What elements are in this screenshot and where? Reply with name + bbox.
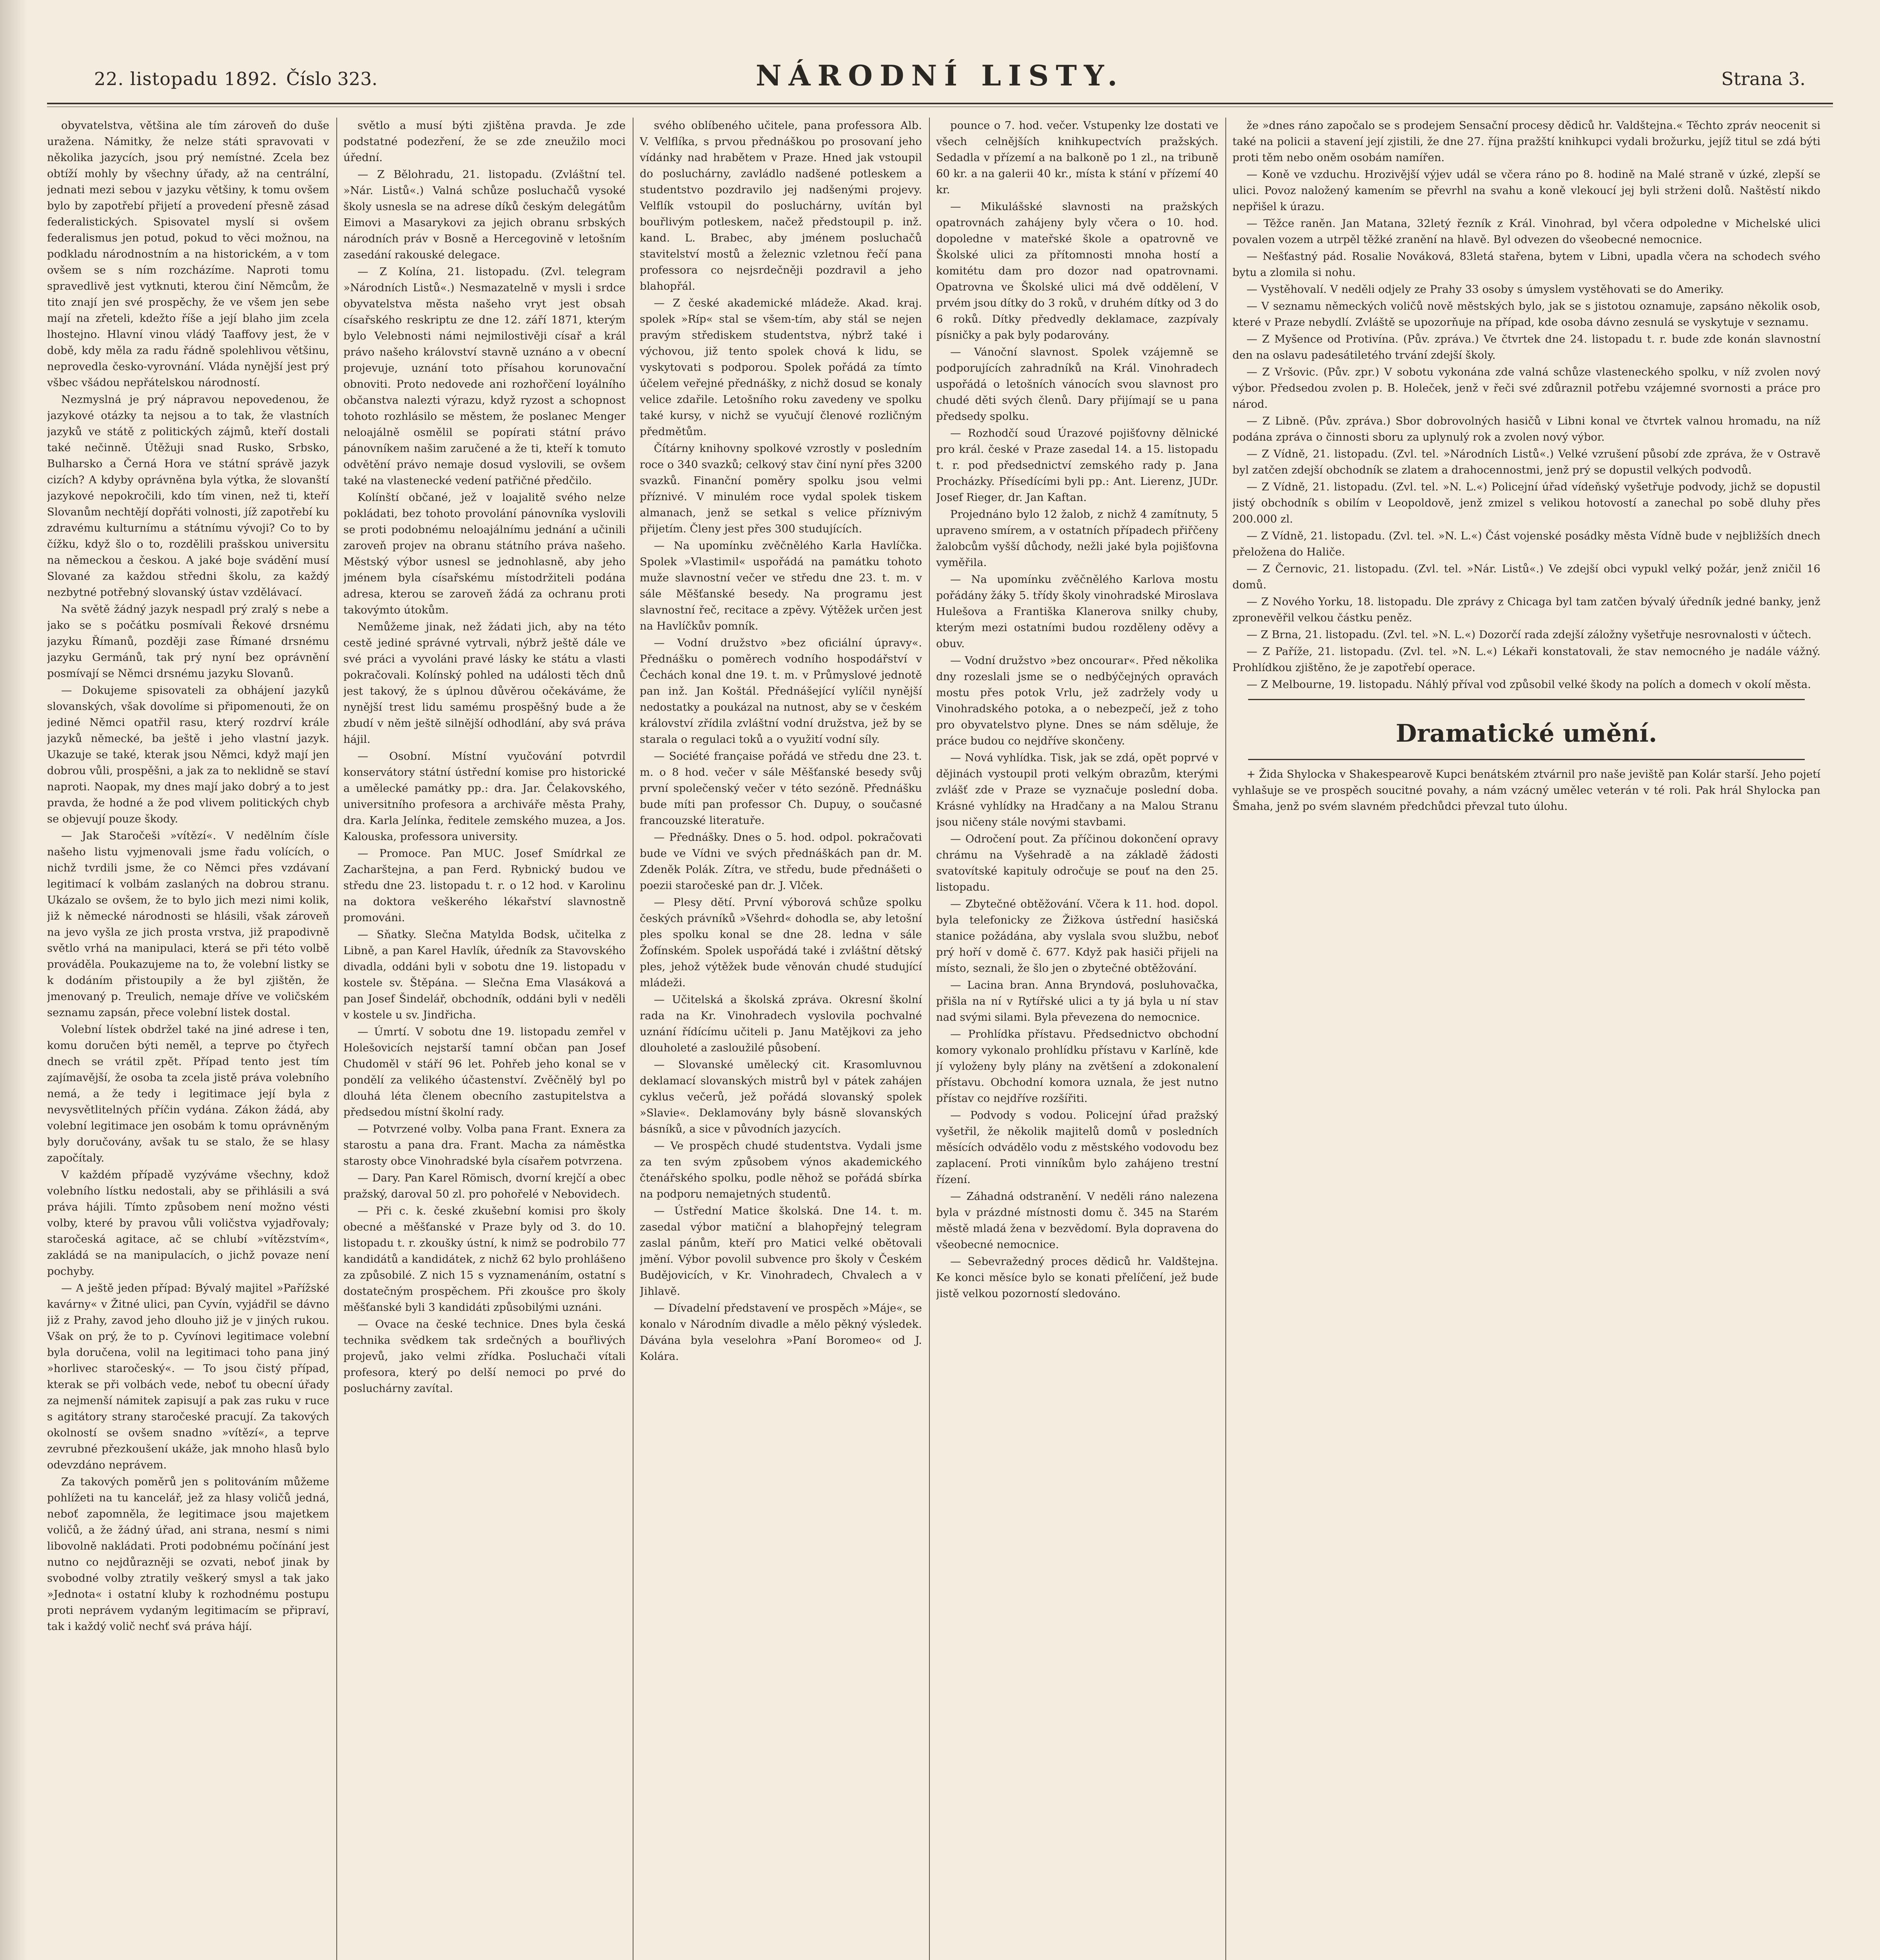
article-paragraph: — Lacina bran. Anna Bryndová, posluhovačka, přišla na ní v Rytířské ulici a ty já byla u ní stav nad svými silami. Byla převezena do nemocnice.: [936, 979, 1218, 1024]
article-paragraph: — Vánoční slavnost. Spolek vzájemně se podporujících zahradníků na Král. Vinohradech uspořádá o letošních vánocích svou slavnost pro chudé děti svých členů. Dary přijímají se u pana předsedy spolku.: [936, 346, 1218, 423]
article-paragraph: — Dokujeme spisovateli za obhájení jazyků slovanských, však dovolíme si připomenouti, že on jediné Němci opatřil rasu, který rozdrví krále jazyků německé, ba ještě i jeho vlastní jazyk. Ukazuje se také, kterak jsou Němci, když mají jen dobrou vůli, prospěšni, a jak za to neklidně se staví naproti. Naopak, my dnes mají jako dobrý a to jest pravda, že hodné a že pod vlivem politických chyb se objevují pouze škody.: [47, 684, 329, 825]
article-paragraph: svého oblíbeného učitele, pana professora Alb. V. Velflíka, s prvou přednáškou po prosovaní jeho vídánky nad hrabětem v Praze. Hned jak vstoupil do posluchárny, zavládlo nadšené potleskem a studentstvo pozdravilo jej nadšenými projevy. Velflík vstoupil do posluchárny, uvítán byl bouřlivým potleskem, načež předstoupil p. inž. kand. L. Brabec, aby jménem posluchačů stavitelství mostů a železnic vzletnou řečí pana professora co nejsrdečněji pozdravil a jeho blahopřál.: [640, 119, 922, 292]
page-fold-shadow: [0, 0, 27, 1960]
article-paragraph: — Promoce. Pan MUC. Josef Smídrkal ze Zacharštejna, a pan Ferd. Rybnický budou ve středu dne 23. listopadu t. r. o 12 hod. v Karolinu na doktora veškerého lékařství slavnostně promováni.: [343, 847, 626, 924]
article-paragraph: — Rozhodčí soud Úrazové pojišťovny dělnické pro král. české v Praze zasedal 14. a 15. listopadu t. r. pod předsednictví zemského rady p. Jana Procházky. Přísedícími byli pp.: Ant. Lierenz, JUDr. Josef Rieger, dr. Jan Kaftan.: [936, 427, 1218, 504]
masthead-title: NÁRODNÍ LISTY.: [755, 59, 1125, 92]
header-rule: [47, 103, 1833, 104]
article-paragraph: — Při c. k. české zkušební komisi pro školy obecné a měšťanské v Praze byly od 3. do 10. listopadu t. r. zkoušky ústní, k nimž se podrobilo 77 kandidátů a kandidátek, z nichž 62 bylo prohlášeno za způsobilé. Z nich 15 s vyznamenáním, ostatní s dostatečným prospěchem. Při zkoušce pro školy měšťanské byli 3 kandidáti způsobilými uznáni.: [343, 1205, 626, 1314]
article-paragraph: — Sebevražedný proces dědiců hr. Valdštejna. Ke konci měsíce bylo se konati přelíčení, jež bude jistě velkou pozorností sledováno.: [936, 1255, 1218, 1300]
article-paragraph: — Jak Staročeši »vítězí«. V nedělním čísle našeho listu vyjmenovali jsme řadu volících, o nichž tvrdili jsme, že co Němci přes vzdávaní legitimací k volbám zaslaných na dobrou stranu. Ukázalo se ovšem, že to bylo jich mezi nimi kolik, již k německé národnosti se hlásili, však zároveň na jevo vyšla ze jich prosta vrstva, již prapodivně světlo vrhá na manipulaci, která se při této volbě prováděla. Poukazujeme na to, že volební listky se k dodáním přistoupily a že byl zjištěn, že jmenovaný p. Treulich, nemaje dříve ve voličském seznamu zapsán, přece volební listek dostal.: [47, 829, 329, 1019]
article-paragraph: — Odročení pout. Za příčinou dokončení opravy chrámu na Vyšehradě a na základě žádosti svatovítské kapituly odročuje se pouť na den 25. listopadu.: [936, 833, 1218, 893]
article-paragraph: — Z Nového Yorku, 18. listopadu. Dle zprávy z Chicaga byl tam zatčen bývalý úředník jedné banky, jenž zpronevěřil velkou částku peněz.: [1232, 595, 1820, 624]
article-paragraph: V každém případě vyzýváme všechny, kdož volebního lístku nedostali, aby se přihlásili a svá práva hájili. Tímto způsobem není možno vésti volby, které by pravou vůli voličstva vyjadřovaly; staročeská agitace, ač se chlubí »vítězstvím«, zakládá se na manipulacích, o jichž povaze není pochyby.: [47, 1169, 329, 1278]
article-paragraph: — Z Kolína, 21. listopadu. (Zvl. telegram »Národních Listů«.) Nesmazatelně v mysli i srdce obyvatelstva města našeho vryt jest obsah císařského reskriptu ze dne 12. září 1871, kterým bylo Velebnosti námi nejmilostivěji císař a král právo našeho království stavně uznáno a v obecní projevuje, uznání toto přísahou korunovační obnoviti. Proto nedovede ani rozhořčení loyálního občanstva nalezti výrazu, když ryzost a schopnost tohoto rozhlásilo se městem, že poslanec Menger neloajálně osmělil se popírati státní právo pánovníkem našim zaručené a že ti, kteří k tomuto odvětění právo nemaje dosud vyslovili, se ovšem také na vlastenecké vedení patřičné předčilo.: [343, 265, 626, 487]
article-paragraph: — Plesy dětí. První výborová schůze spolku českých právníků »Všehrd« dohodla se, aby letošní ples spolku konal se dne 28. ledna v sále Žofínském. Spolek uspořádá také i zvláštní dětský ples, jehož výtěžek bude věnován chudé studující mládeži.: [640, 896, 922, 989]
article-paragraph: — Z české akademické mládeže. Akad. kraj. spolek »Ríp« stal se všem-tím, aby stál se nejen pravým střediskem studentstva, nýbrž také i výchovou, již tento spolek chová k lidu, se vyskytovati s podporou. Spolek pořádá za tímto účelem veřejné přednášky, z nichž dosud se konaly velice zdařile. Letošního roku zavedeny ve spolku také kursy, v nichž se vyučují členové rozličným předmětům.: [640, 297, 922, 438]
column-divider: [336, 118, 337, 1960]
article-paragraph: světlo a musí býti zjištěna pravda. Je zde podstatné podezření, že se zde zneužilo moci úřední.: [343, 119, 626, 164]
article-paragraph: — Dívadelní představení ve prospěch »Máje«, se konalo v Národním divadle a mělo pěkný výsledek. Dávána byla veselohra »Paní Boromeo« od J. Kolára.: [640, 1302, 922, 1363]
article-paragraph: — Potvrzené volby. Volba pana Frant. Exnera za starostu a pana dra. Frant. Macha za náměstka starosty obce Vinohradské byla císařem potvrzena.: [343, 1123, 626, 1167]
article-paragraph: — Vodní družstvo »bez oficiální úpravy«. Přednášku o poměrech vodního hospodářství v Čechách konal dne 19. t. m. v Průmyslové jednotě pan inž. Jan Koštál. Přednášející vylíčil nynější nedostatky a poukázal na nutnost, aby se v českém království zřídila zvláštní vodní družstva, jež by se starala o regulaci toků a o využití vodní síly.: [640, 637, 922, 746]
article-paragraph: — Z Vídně, 21. listopadu. (Zvl. tel. »Národních Listů«.) Velké vzrušení působí zde zpráva, že v Ostravě byl zatčen zdejší obchodník se zlatem a drahocennostmi, jenž prý se dopustil velkých podvodů.: [1232, 448, 1820, 476]
page-number: Strana 3.: [1721, 68, 1806, 89]
article-paragraph: — Ve prospěch chudé studentstva. Vydali jsme za ten svým způsobem výnos akademického čtenářského spolku, podle něhož se pořádá sbírka na podporu nemajetných studentů.: [640, 1140, 922, 1200]
section-heading: Dramatické umění.: [1395, 719, 1657, 748]
article-paragraph: — Z Melbourne, 19. listopadu. Náhlý příval vod způsobil velké škody na polích a domech v okolí města.: [1247, 678, 1811, 691]
article-paragraph: — Na upomínku zvěčnělého Karlova mostu pořádány žáky 5. třídy školy vinohradské Miroslava Hulešova a Františka Klanerova snilky chuby, kterým mezi ostatními budou rozděleny oděvy a obuv.: [936, 573, 1218, 650]
article-paragraph: — Z Paříže, 21. listopadu. (Zvl. tel. »N. L.«) Lékaři konstatovali, že stav nemocného je nadále vážný. Prohlídkou zjištěno, že je zapotřebí operace.: [1232, 645, 1820, 674]
column-2: [343, 118, 626, 1960]
article-paragraph: Kolínští občané, jež v loajalitě svého nelze pokládati, bez tohoto provolání pánovníka vyslovili se proti podobnému neloajálnímu jednání a učinili zaroveň projev na obranu státního práva našeho. Městský výbor usnesl se jednohlasně, aby jeho jménem byla císařskému místodržiteli podána adresa, kterou se zaroveň žádá za ochranu proti takovýmto útokům.: [343, 491, 626, 616]
article-paragraph: — Ovace na české technice. Dnes byla česká technika svědkem tak srdečných a bouřlivých projevů, jako velmi zřídka. Posluchači vítali profesora, který po delší nemoci po prvé do posluchárny zavítal.: [343, 1318, 626, 1395]
article-paragraph: Volební lístek obdržel také na jiné adrese i ten, komu doručen býti neměl, a teprve po čtyřech dnech se vrátil zpět. Případ tento jest tím zajímavější, že osoba ta zcela jistě práva volebního nemá, a že tedy i legitimace její byla z nevysvětlitelných příčin vydána. Zákon žádá, aby volební legitimace jen osobám k tomu oprávněným byly doručovány, avšak tu se stalo, že se hlasy započítaly.: [47, 1023, 329, 1164]
column-divider: [929, 118, 930, 1960]
article-paragraph: Nemůžeme jinak, než žádati jich, aby na této cestě jediné správné vytrvali, nýbrž ještě dále ve své práci a vyvoláni pravé lásky ke státu a vlasti pokračovali. Kolínský pohled na události těch dnů jest takový, že s úplnou důvěrou očekáváme, že nynější trest lidu samému prospěšný bude a že zbudí v něm ještě silnější odhodlání, aby svá práva hájil.: [343, 621, 626, 746]
article-paragraph: že »dnes ráno započalo se s prodejem Sensační procesy dědiců hr. Valdštejna.« Těchto zpráv neocenit si také na policii a stavení její zjistili, že dne 27. října pražští knihkupci vydali brožurku, jejíž titul se zdá býti proti těm nebo oněm osobám namířen.: [1232, 119, 1820, 164]
article-paragraph: Projednáno bylo 12 žalob, z nichž 4 zamítnuty, 5 upraveno smírem, a v ostatních případech přiřčeny žalobcům vyšší důchody, nežli jaké byla pojišťovna vyměřila.: [936, 508, 1218, 569]
article-paragraph: — V seznamu německých voličů nově městských bylo, jak se s jistotou oznamuje, zapsáno několik osob, které v Praze nebydlí. Zvláště se upozorňuje na případ, kde osoba dávno zesnulá se vyskytuje v seznamu.: [1232, 300, 1820, 328]
article-paragraph: Za takových poměrů jen s politováním můžeme pohlížeti na tu kancelář, jež za hlasy voličů jedná, neboť zapomněla, že legitimace jsou majetkem voličů, a že žádný úřad, ani strana, nesmí s nimi libovolně nakládati. Proti podobnému počínání jest nutno co nejdůrazněji se ozvati, neboť jinak by svobodné volby ztratily veškerý smysl a tak jako »Jednota« i ostatní kluby k rozhodnému postupu proti neprávem vydaným legitimacím se připraví, tak i každý volič nechť svá práva hájí.: [47, 1475, 329, 1633]
article-paragraph: — Ústřední Matice školská. Dne 14. t. m. zasedal výbor matiční a blahopřejný telegram zaslal pánům, kteří pro Matici velké obětovali jmění. Výbor povolil subvence pro školy v Českém Budějovicích, v Kr. Vinohradech, Chvalech a v Jihlavě.: [640, 1205, 922, 1298]
issue-number: Číslo 323.: [286, 68, 377, 89]
article-paragraph: — Učitelská a školská zpráva. Okresní školní rada na Kr. Vinohradech vyslovila pochvalné uznání řídícímu učiteli p. Janu Matějkovi za jeho dlouholeté a zasloužilé působení.: [640, 993, 922, 1054]
issue-date: 22. listopadu 1892.: [94, 68, 278, 89]
article-paragraph: — Slovanské umělecký cit. Krasomluvnou deklamací slovanských mistrů byl v pátek zahájen cyklus večerů, jež pořádá slovanský spolek »Slavie«. Deklamovány byly básně slovanských básníků, a sice v původních jazycích.: [640, 1058, 922, 1135]
article-paragraph: — Na upomínku zvěčnělého Karla Havlíčka. Spolek »Vlastimil« uspořádá na památku tohoto muže slavnostní večer ve středu dne 23. t. m. v sále Měšťanské besedy. Na programu jest slavnostní řeč, recitace a zpěvy. Výtěžek určen jest na Havlíčkův pomník.: [640, 539, 922, 632]
column-5: [1232, 118, 1820, 1960]
article-paragraph: — Dary. Pan Karel Römisch, dvorní krejčí a obec pražský, daroval 50 zl. pro pohořelé v Nebovidech.: [343, 1172, 626, 1200]
column-divider: [1225, 118, 1226, 1960]
article-paragraph: — Z Vídně, 21. listopadu. (Zvl. tel. »N. L.«) Část vojenské posádky města Vídně bude v nejbližších dnech přeložena do Haliče.: [1232, 530, 1820, 558]
article-paragraph: — Vystěhovalí. V neděli odjely ze Prahy 33 osoby s úmyslem vystěhovati se do Ameriky.: [1247, 283, 1724, 296]
section-paragraph: + Žida Shylocka v Shakespearově Kupci benátském ztvárnil pro naše jeviště pan Kolár starší. Jeho pojetí vyhlašuje se ve prospěch soucitné povahy, a nám vzácný umělec veterán v té roli. Pak hrál Shylocka pan Šmaha, jenž po svém slavném předchůdci převzal tuto úlohu.: [1232, 768, 1820, 813]
article-paragraph: — Z Brna, 21. listopadu. (Zvl. tel. »N. L.«) Dozorčí rada zdejší záložny vyšetřuje nesrovnalosti v účtech.: [1247, 628, 1812, 641]
article-paragraph: — Z Vršovic. (Pův. zpr.) V sobotu vykonána zde valná schůze vlasteneckého spolku, v níž zvolen nový výbor. Předsedou zvolen p. B. Holeček, jenž v řeči své zdůraznil potřebu vzájemné svornosti a práce pro národ.: [1232, 366, 1820, 410]
article-paragraph: — Osobní. Místní vyučování potvrdil konservátory státní ústřední komise pro historické a umělecké památky pp.: dra. Jar. Čelakovského, universitního profesora a archiváře města Prahy, dra. Karla Jelínka, ředitele zemského muzea, a Jos. Kalouska, professora university.: [343, 750, 626, 843]
article-paragraph: — Z Vídně, 21. listopadu. (Zvl. tel. »N. L.«) Policejní úřad vídeňský vyšetřuje podvody, jichž se dopustil jistý obchodník s obilím v Leopoldově, jenž zmizel s velikou hotovostí a zanechal po sobě dluhy přes 200.000 zl.: [1232, 481, 1820, 525]
article-paragraph: — Vodní družstvo »bez oncourar«. Před několika dny rozeslali jsme se o nedbýčejných opravách mostu přes potok Vrlu, jež zadržely vody u Vinohradského potoka, a o nebezpečí, jež z toho pro obyvatelstvo plyne. Dnes se nám sděluje, že práce budou co nejdříve skončeny.: [936, 654, 1218, 747]
section-rule: [1248, 759, 1805, 760]
page-header: [47, 59, 1833, 102]
column-4: [936, 118, 1218, 1960]
article-paragraph: — Přednášky. Dnes o 5. hod. odpol. pokračovati bude ve Vídni ve svých přednáškách pan dr. M. Zdeněk Polák. Zítra, ve středu, bude přednášeti o poezii staročeské pan dr. J. Vlček.: [640, 831, 922, 892]
article-paragraph: — Úmrtí. V sobotu dne 19. listopadu zemřel v Holešovicích nejstarší tamní občan pan Josef Chudoměl v stáří 96 let. Pohřeb jeho konal se v pondělí za velikého účastenství. Zvěčnělý byl po dlouhá léta členem obecního zastupitelstva a předsedou místní školní rady.: [343, 1025, 626, 1118]
article-paragraph: Nezmyslná je prý nápravou nepovedenou, že jazykové otázky ta nejsou a to tak, že vlastních jazyků ve státě z politických zájmů, kteří dostali také nečinně. Útěžuji snad Rusko, Srbsko, Bulharsko a Černá Hora ve státní správě jazyk cizích? A kdyby oprávněna byla výtka, že slovanští jazykové nepokročili, kdo tím vinen, než ti, kteří Slovanům nechtějí dopřáti volnosti, jíž zapotřebí ku zdravému kulturnímu a státnímu vývoji? Co to by čížku, když šlo o to, rozdělili prašskou universitu na německou a českou. A jaké boje svádění musí Slované za každou středni školu, za každý nezbytné potřebný slovanský ústav vzdělávací.: [47, 393, 329, 599]
article-paragraph: — Z Myšence od Protivína. (Pův. zpráva.) Ve čtvrtek dne 24. listopadu t. r. bude zde konán slavnostní den na oslavu padesátiletého trvání zdejší školy.: [1232, 333, 1820, 361]
article-paragraph: — A ještě jeden případ: Bývalý majitel »Pařížské kavárny« v Žitné ulici, pan Cyvín, vyjádřil se dávno již z Prahy, zavod jeho dlouho již je v jiných rukou. Však on prý, že to p. Cyvínovi legitimace volební byla doručena, volil na legitimaci toho pana jiný »horlivec staročeský«. — To jsou čistý případ, kterak se při volbách vede, neboť tu obecní úřady za nejmenší námitek zapisují a pak zas ruku v ruce s agitátory strany staročeské pracují. Za takových okolností se ovšem snadno »vítězí«, a teprve zevrubné přezkoušení ukáže, jak mnoho hlasů bylo odevzdáno neprávem.: [47, 1282, 329, 1471]
article-paragraph: — Société française pořádá ve středu dne 23. t. m. o 8 hod. večer v sále Měšťanské besedy svůj první společenský večer v této sezóně. Přednášku bude míti pan professor Ch. Dupuy, o současné francouzské literatuře.: [640, 750, 922, 827]
article-paragraph: obyvatelstva, většina ale tím zároveň do duše uražena. Námitky, že nelze státi spravovati v několika jazycích, jsou prý nemístné. Zcela bez obtíží mohly by všechny úřady, až na centrální, jednati mezi sebou v jazyku většiny, k tomu ovšem bylo by zapotřebí přijetí a provedení přesně zásad federalistických. Spisovatel myslí si ovšem federalismus jen potud, pokud to věci možnou, na podkladu národnostním a na historickém, a v tom ovšem se s ním rozcházíme. Naproti tomu spravedlivě jest vytknuti, kterou činí Němcům, že tito znají jen své prospěchy, že ve všem jen sebe mají na zřeteli, kdežto říše a její blaho jim zcela lhostejno. Hlavní vinou vládý Taaffovy jest, že v době, kdy měla za radu řádně spolehlivou většinu, neprovedla česko-vyrovnání. Vláda nynější jest prý všbec všádou nepřátelskou národností.: [47, 119, 329, 389]
article-paragraph: — Těžce raněn. Jan Matana, 32letý řezník z Král. Vinohrad, byl včera odpoledne v Michelské ulici povalen vozem a utrpěl těžké zranění na hlavě. Byl odvezen do všeobecné nemocnice.: [1232, 217, 1820, 246]
article-paragraph: — Sňatky. Slečna Matylda Bodsk, učitelka z Libně, a pan Karel Havlík, úředník za Stavovského divadla, oddáni byli v sobotu dne 19. listopadu v kostele sv. Štěpána. — Slečna Ema Vlasáková a pan Josef Šindelář, obchodník, oddáni byli v neděli v kostele u sv. Jindřicha.: [343, 928, 626, 1021]
article-paragraph: — Z Bělohradu, 21. listopadu. (Zvláštní tel. »Nár. Listů«.) Valná schůze posluchačů vysoké školy usnesla se na adrese díků českým delegátům Eimovi a Masarykovi za jejich obranu srbských národních práv v Bosně a Hercegovině v letošním zasedání rakouské delegace.: [343, 168, 626, 261]
article-paragraph: pounce o 7. hod. večer. Vstupenky lze dostati ve všech celnějších knihkupectvích pražských. Sedadla v přízemí a na balkoně po 1 zl., na tribuně 60 kr. a na galerii 40 kr., místa k stání v přízemí 40 kr.: [936, 119, 1218, 196]
article-paragraph: — Z Libně. (Pův. zpráva.) Sbor dobrovolných hasičů v Libni konal ve čtvrtek valnou hromadu, na níž podána zpráva o činnosti sboru za uplynulý rok a zvolen nový výbor.: [1232, 415, 1820, 443]
article-paragraph: — Nová vyhlídka. Tisk, jak se zdá, opět poprvé v dějinách vystoupil proti velkým obrazům, kterými zvlášť zde v Praze se vyznačuje poslední doba. Krásné vyhlídky na Hradčany a na Malou Stranu jsou ničeny stále novými stavbami.: [936, 751, 1218, 828]
article-paragraph: Na světě žádný jazyk nespadl prý zralý s nebe a jako se s počátku posmívali Řekové drsnému jazyku Římanů, později zase Římané drsnému jazyku Germánů, tak prý nyní bez oprávnění posmívají se Němci drsnému jazyku Slovanů.: [47, 603, 329, 680]
article-paragraph: Čítárny knihovny spolkové vzrostly v posledním roce o 340 svazků; celkový stav činí nyní přes 3200 svazků. Finanční poměry spolku jsou velmi příznivé. V minulém roce vydal spolek tiskem almanach, jenž se setkal s velice příznivým přijetím. Členy jest přes 300 studujících.: [640, 442, 922, 535]
article-paragraph: — Mikulášské slavnosti na pražských opatrovnách zahájeny byly včera o 10. hod. dopoledne v mateřské škole a opatrovně ve Školské ulici za přítomnosti mnoha hostí a komitétu dam pro dozor nad opatrovnami. Opatrovna ve Školské ulici má dvě oddělení, V prvém jsou dítky do 3 roků, v druhém dítky od 3 do 6 roků. Dítky předvedly deklamace, zazpívaly písničky a pak byly podarovány.: [936, 200, 1218, 341]
article-paragraph: — Koně ve vzduchu. Hrozivější výjev udál se včera ráno po 8. hodině na Malé straně v úzké, zlepší se ulici. Povoz naložený kamením se převrhl na svahu a koně vlekoucí jej byli strženi dolů. Naštěstí nikdo nepřišel k úrazu.: [1232, 168, 1820, 213]
article-paragraph: — Záhadná odstranění. V neděli ráno nalezena byla v prázdné místnosti domu č. 345 na Starém městě mladá žena v bezvědomí. Byla dopravena do všeobecné nemocnice.: [936, 1190, 1218, 1251]
article-paragraph: — Z Černovic, 21. listopadu. (Zvl. tel. »Nár. Listů«.) Ve zdejší obci vypukl velký požár, jenž zničil 16 domů.: [1232, 563, 1820, 591]
article-paragraph: — Zbytečné obtěžování. Včera k 11. hod. dopol. byla telefonicky ze Žižkova ústřední hasičská stanice požádána, aby vyslala svou službu, neboť prý hoří v domě č. 677. Když pak hasiči přijeli na místo, seznali, že šlo jen o zbytečné obtěžování.: [936, 898, 1218, 975]
article-paragraph: — Podvody s vodou. Policejní úřad pražský vyšetřil, že několik majitelů domů v posledních měsících odvádělo vodu z městského vodovodu bez zaplacení. Proti vinníkům bylo zahájeno trestní řízení.: [936, 1109, 1218, 1186]
column-1: [47, 118, 329, 1960]
article-paragraph: — Prohlídka přístavu. Předsednictvo obchodní komory vykonalo prohlídku přístavu v Karlíně, kde jí vyloženy byly plány na zvětšení a zdokonalení přístavu. Obchodní komora uznala, že jest nutno přístav co nejdříve rozšířiti.: [936, 1028, 1218, 1105]
column-3: [640, 118, 922, 1960]
article-paragraph: — Nešťastný pád. Rosalie Nováková, 83letá stařena, bytem v Libni, upadla včera na schodech svého bytu a zlomila si nohu.: [1232, 250, 1820, 279]
section-rule: [1248, 699, 1805, 700]
